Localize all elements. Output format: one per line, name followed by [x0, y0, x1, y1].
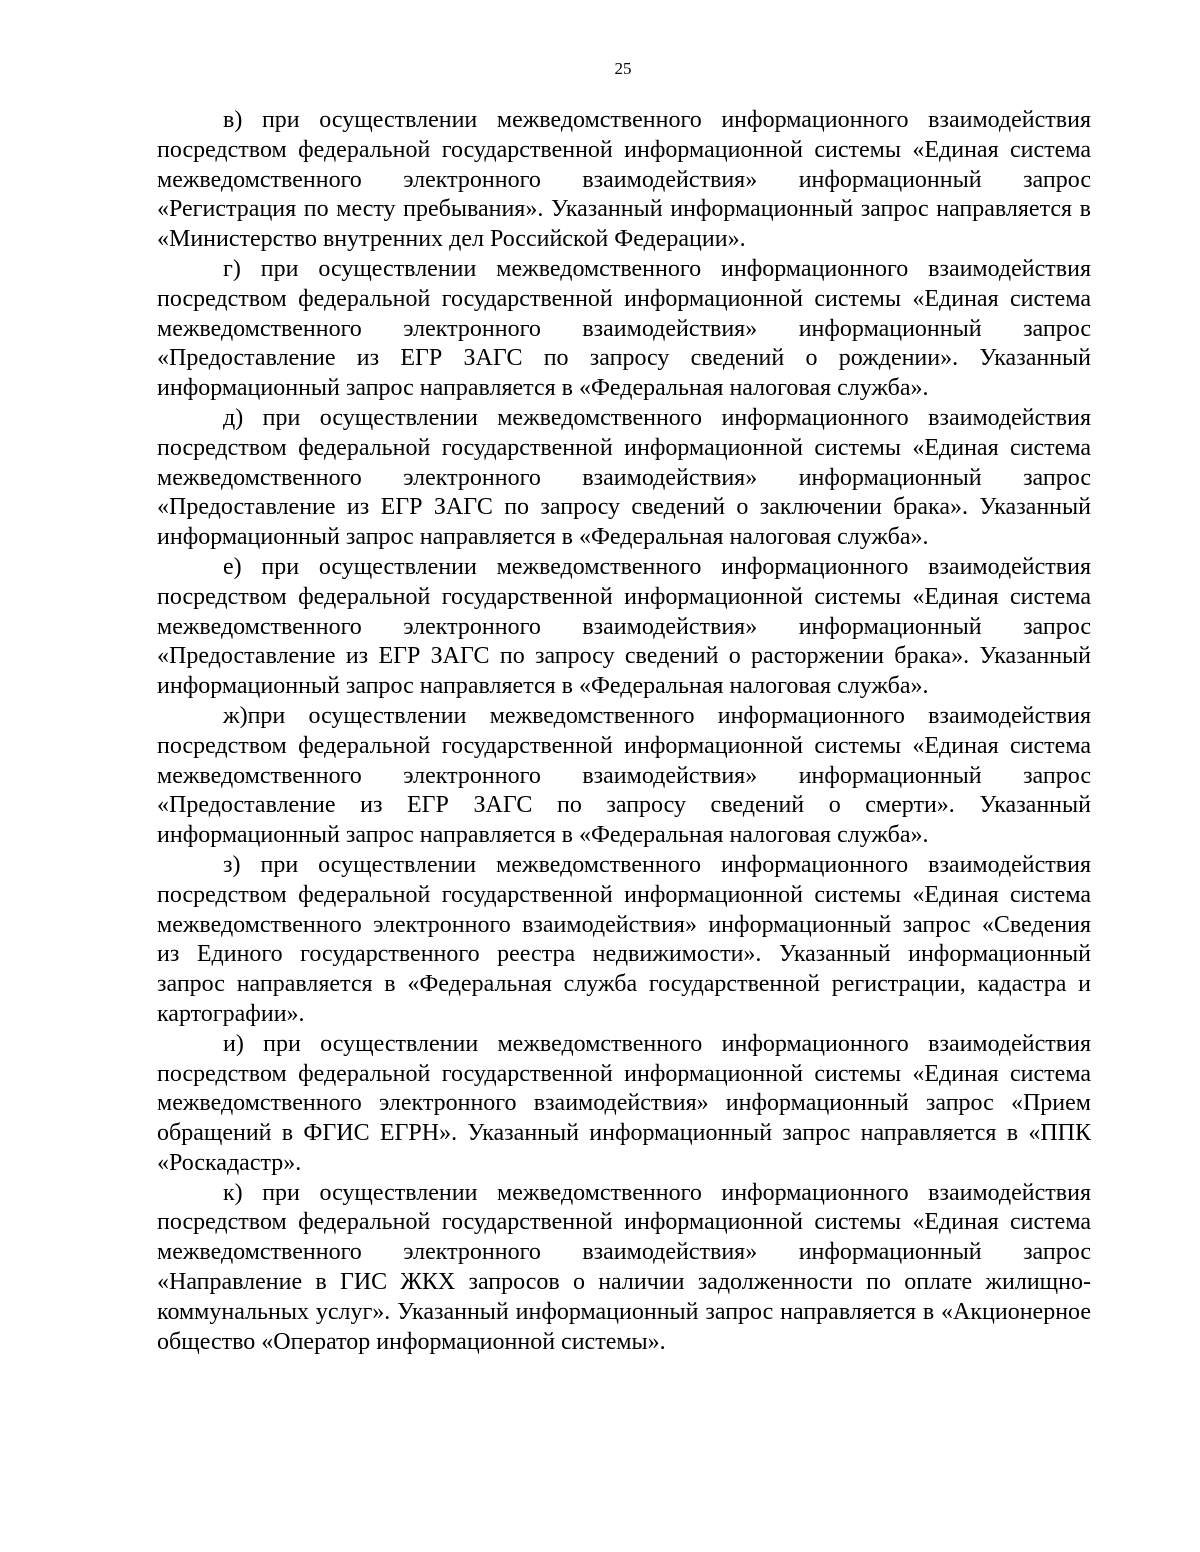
page-number: 25 [614, 59, 632, 78]
paragraph-zh: ж)при осуществлении межведомственного информационного взаимодействия посредством федеральной государственной информационной системы «Единая система межведомственного электронного взаимодействия» информационный запрос «Предоставление из ЕГР ЗАГС по запросу сведений о смерти». Указанный информационный запрос направляется в «Федеральная налоговая служба». [157, 702, 1091, 849]
paragraph-k: к) при осуществлении межведомственного информационного взаимодействия посредством федеральной государственной информационной системы «Единая система межведомственного электронного взаимодействия» информационный запрос «Направление в ГИС ЖКХ запросов о наличии задолженности по оплате жилищно-коммунальных услуг». Указанный информационный запрос направляется в «Акционерное общество «Оператор информационной системы». [157, 1179, 1091, 1355]
paragraph-e: е) при осуществлении межведомственного информационного взаимодействия посредством федеральной государственной информационной системы «Единая система межведомственного электронного взаимодействия» информационный запрос «Предоставление из ЕГР ЗАГС по запросу сведений о расторжении брака». Указанный информационный запрос направляется в «Федеральная налоговая служба». [157, 553, 1091, 700]
paragraph-g: г) при осуществлении межведомственного информационного взаимодействия посредством федеральной государственной информационной системы «Единая система межведомственного электронного взаимодействия» информационный запрос «Предоставление из ЕГР ЗАГС по запросу сведений о рождении». Указанный информационный запрос направляется в «Федеральная налоговая служба». [157, 255, 1091, 402]
paragraph-i: и) при осуществлении межведомственного информационного взаимодействия посредством федеральной государственной информационной системы «Единая система межведомственного электронного взаимодействия» информационный запрос «Прием обращений в ФГИС ЕГРН». Указанный информационный запрос направляется в «ППК «Роскадастр». [157, 1030, 1091, 1176]
paragraph-z: з) при осуществлении межведомственного информационного взаимодействия посредством федеральной государственной информационной системы «Единая система межведомственного электронного взаимодействия» информационный запрос «Сведения из Единого государственного реестра недвижимости». Указанный информационный запрос направляется в «Федеральная служба государственной регистрации, кадастра и картографии». [157, 851, 1091, 1027]
document-body [157, 106, 1091, 1357]
paragraph-v: в) при осуществлении межведомственного информационного взаимодействия посредством федеральной государственной информационной системы «Единая система межведомственного электронного взаимодействия» информационный запрос «Регистрация по месту пребывания». Указанный информационный запрос направляется в «Министерство внутренних дел Российской Федерации». [157, 107, 1091, 253]
paragraph-d: д) при осуществлении межведомственного информационного взаимодействия посредством федеральной государственной информационной системы «Единая система межведомственного электронного взаимодействия» информационный запрос «Предоставление из ЕГР ЗАГС по запросу сведений о заключении брака». Указанный информационный запрос направляется в «Федеральная налоговая служба». [157, 404, 1091, 551]
